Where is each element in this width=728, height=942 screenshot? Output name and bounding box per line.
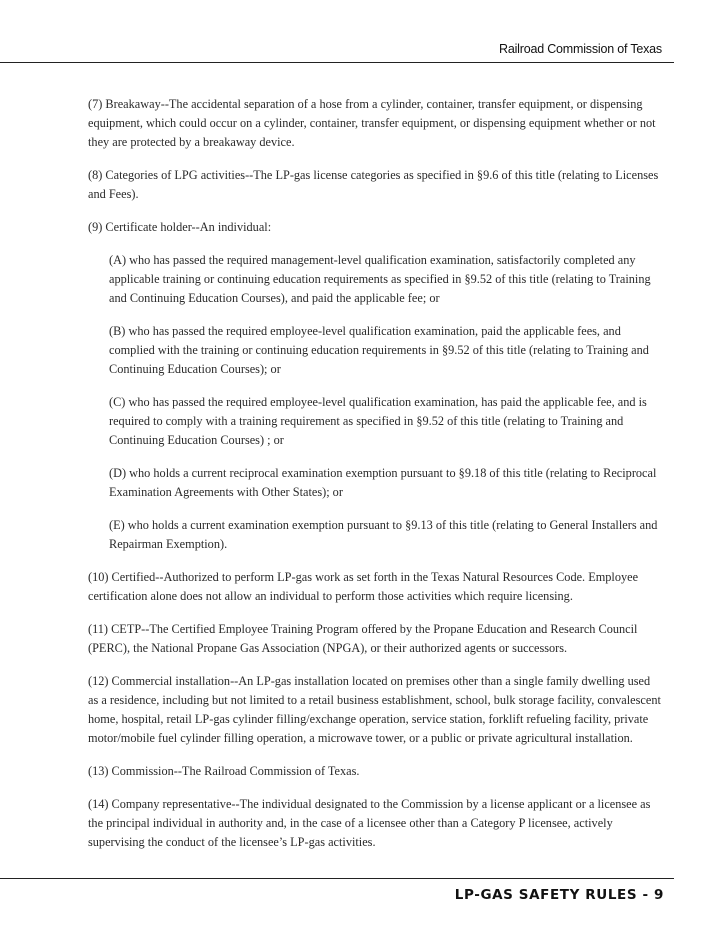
definition-commission: (13) Commission--The Railroad Commission of Texas. [88,764,360,778]
footer-page-title: LP-GAS SAFETY RULES - 9 [454,887,664,903]
definition-cetp: (11) CETP--The Certified Employee Training Program offered by the Propane Education and Research Council (PERC), the National Propane Gas Association (NPGA), or their authorized agents or successors. [88,622,638,655]
document-body [88,95,663,866]
definition-breakaway: (7) Breakaway--The accidental separation of a hose from a cylinder, container, transfer equipment, or dispensing equipment, which could occur on a cylinder, container, transfer equipment, or dispensing equipment whether or not they are protected by a breakaway device. [88,97,656,149]
definition-certified: (10) Certified--Authorized to perform LP-gas work as set forth in the Texas Natural Resources Code. Employee certification alone does not allow an individual to perform those activities which require licensing. [88,570,639,603]
definition-commercial-installation: (12) Commercial installation--An LP-gas installation located on premises other than a single family dwelling used as a residence, including but not limited to a retail business establishment, school, bulk storage facility, convalescent home, hospital, retail LP-gas cylinder filling/exchange operation, service station, forklift refueling facility, private motor/mobile fuel cylinder filling operation, a microwave tower, or a public or private agricultural installation. [88,674,661,745]
certificate-holder-item-a: (A) who has passed the required management-level qualification examination, satisfactorily completed any applicable training or continuing education requirements as specified in §9.52 of this title (relating to Training and Continuing Education Courses), and paid the applicable fee; or [109,253,651,305]
certificate-holder-item-b: (B) who has passed the required employee-level qualification examination, paid the applicable fees, and complied with the training or continuing education requirements in §9.52 of this title (relating to Training and Continuing Education Courses); or [109,324,649,376]
footer-rule [0,878,674,879]
definition-certificate-holder: (9) Certificate holder--An individual: [88,220,272,234]
certificate-holder-item-c: (C) who has passed the required employee-level qualification examination, has paid the applicable fee, and is required to comply with a training requirement as specified in §9.52 of this title (relating to Training and Continuing Education Courses) ; or [109,395,647,447]
header-title: Railroad Commission of Texas [499,42,662,56]
certificate-holder-item-e: (E) who holds a current examination exemption pursuant to §9.13 of this title (relating to General Installers and Repairman Exemption). [109,518,658,551]
definition-lpg-categories: (8) Categories of LPG activities--The LP-gas license categories as specified in §9.6 of this title (relating to Licenses and Fees). [88,168,659,201]
header-rule [0,62,674,63]
definition-company-representative: (14) Company representative--The individual designated to the Commission by a license applicant or a licensee as the principal individual in authority and, in the case of a licensee other than a Category P licensee, actively supervising the conduct of the licensee’s LP-gas activities. [88,797,651,849]
certificate-holder-item-d: (D) who holds a current reciprocal examination exemption pursuant to §9.18 of this title (relating to Reciprocal Examination Agreements with Other States); or [109,466,657,499]
